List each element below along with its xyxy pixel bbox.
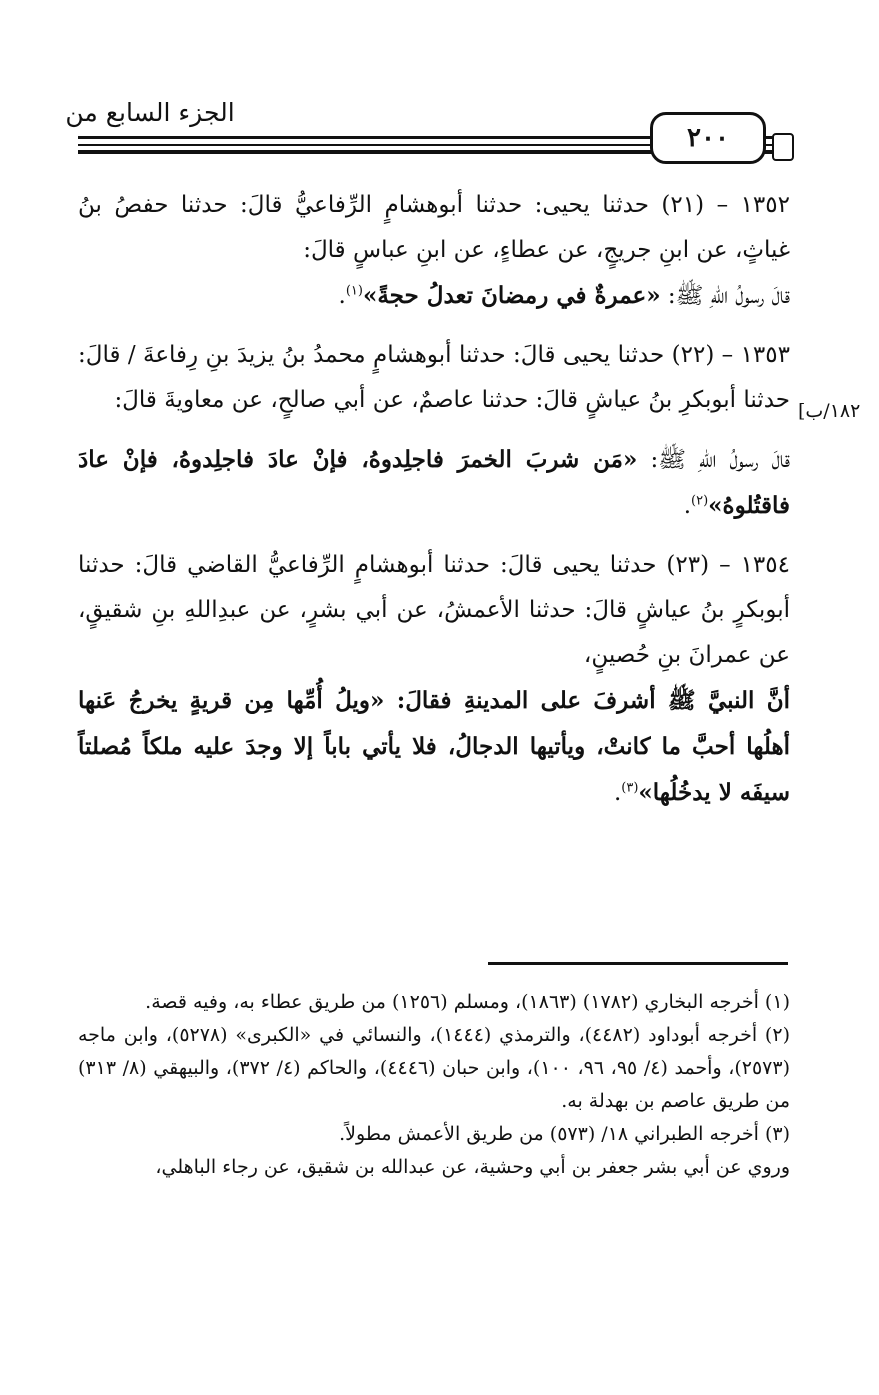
footnote-1: (١) أخرجه البخاري (١٧٨٢) (١٨٦٣)، ومسلم (١٢٥٦) من طريق عطاء به، وفيه قصة. xyxy=(145,991,790,1013)
main-text xyxy=(78,183,790,816)
hadith-matn-1353 xyxy=(78,437,790,529)
footnotes xyxy=(78,986,790,1184)
footnote-separator xyxy=(488,962,788,965)
matn-end: . xyxy=(338,283,346,309)
footnote-3-continued: وروي عن أبي بشر جعفر بن أبي وحشية، عن عبدالله بن شقيق، عن رجاء الباهلي، xyxy=(155,1156,790,1178)
page-number: ٢٠٠ xyxy=(650,112,766,164)
hadith-isnad-1352: ١٣٥٢ – (٢١) حدثنا يحيى: حدثنا أبوهشامٍ الرِّفاعيُّ قالَ: حدثنا حفصُ بنُ غياثٍ، عن ابنِ جريجٍ، عن عطاءٍ، عن ابنِ عباسٍ قالَ: xyxy=(78,192,790,263)
matn-text: أنَّ النبيَّ ﷺ أشرفَ على المدينةِ فقالَ: «ويلُ أُمِّها مِن قريةٍ يخرجُ عَنها أهلُها أحبَّ ما كانتْ، ويأتيها الدجالُ، فلا يأتي باباً إلا وجدَ عليه ملكاً مُصلتاً سيفَه لا يدخُلُها» xyxy=(78,687,790,806)
margin-folio-note: ١٨٢/ب] xyxy=(798,400,861,422)
matn-text: «عمرةٌ في رمضانَ تعدلُ حجةً» xyxy=(362,282,661,309)
footnote-3: (٣) أخرجه الطبراني ١٨/ (٥٧٣) من طريق الأعمش مطولاً. xyxy=(339,1123,790,1145)
hadith-isnad-1353: ١٣٥٣ – (٢٢) حدثنا يحيى قالَ: حدثنا أبوهشامٍ محمدُ بنُ يزيدَ بنِ رِفاعةَ / قالَ: حدثنا أبوبكرِ بنُ عياشٍ قالَ: حدثنا عاصمٌ، عن أبي صالحٍ، عن معاويةَ قالَ: xyxy=(78,342,790,413)
matn-text: «مَن شربَ الخمرَ فاجلِدوهُ، فإنْ عادَ فاجلِدوهُ، فإنْ عادَ فاقتُلوهُ» xyxy=(78,446,790,519)
header-ornament xyxy=(772,133,794,161)
running-header-title: الجزء السابع من xyxy=(65,98,235,127)
matn-end: . xyxy=(613,780,622,806)
matn-end: . xyxy=(683,493,691,519)
footnote-ref[interactable]: (٢) xyxy=(691,493,709,509)
footnote-2: (٢) أخرجه أبوداود (٤٤٨٢)، والترمذي (١٤٤٤)، والنسائي في «الكبرى» (٥٢٧٨)، وابن ماجه (٢٥٧٣)، وأحمد (٤/ ٩٥، ٩٦، ١٠٠)، وابن حبان (٤٤٤٦)، والحاكم (٤/ ٣٧٢)، والبيهقي (٨/ ٣١٣) من طريق عاصم بن بهدلة به. xyxy=(78,1024,791,1112)
footnote-ref[interactable]: (١) xyxy=(345,283,363,299)
matn-lead: قالَ رسولُ اللهِ ﷺ: xyxy=(637,447,790,473)
footnote-ref[interactable]: (٣) xyxy=(621,780,639,796)
hadith-matn-1352 xyxy=(78,273,790,319)
matn-lead: قالَ رسولُ اللهِ ﷺ: xyxy=(660,283,790,309)
hadith-matn-1354 xyxy=(78,678,790,816)
hadith-isnad-1354: ١٣٥٤ – (٢٣) حدثنا يحيى قالَ: حدثنا أبوهشامٍ الرِّفاعيُّ القاضي قالَ: حدثنا أبوبكرٍ بنُ عياشٍ قالَ: حدثنا الأعمشُ، عن أبي بشرٍ، عن عبدِاللهِ بنِ شقيقٍ، عن عمرانَ بنِ حُصينٍ، xyxy=(78,552,790,668)
